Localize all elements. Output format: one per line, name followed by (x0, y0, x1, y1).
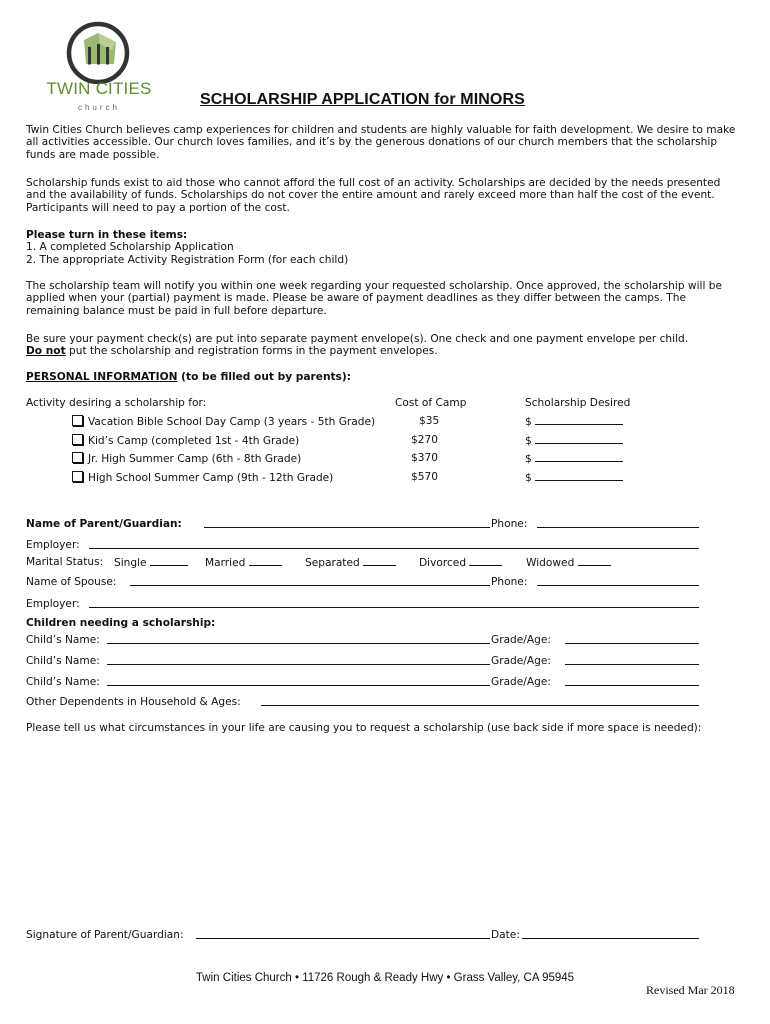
spouse-name-field[interactable] (130, 576, 490, 586)
camp-name: Kid’s Camp (completed 1st - 4th Grade) (88, 435, 300, 447)
option-label: Separated (305, 557, 360, 569)
child-name-label: Child’s Name: (26, 676, 100, 688)
envelope-note: Be sure your payment check(s) are put into separate payment envelope(s). One check and one payment envelope per child. (26, 333, 689, 345)
marital-married-option[interactable] (205, 556, 282, 569)
intro-paragraph-1: Twin Cities Church believes camp experiences for children and students are highly valuable for faith development. We desire to make all activities accessible. Our church loves families, and it’s by the generous donations of our church members that the scholarship funds are made possible. (26, 124, 736, 161)
camp-name: Vacation Bible School Day Camp (3 years - 5th Grade) (88, 416, 376, 428)
camp-name: High School Summer Camp (9th - 12th Grade) (88, 472, 334, 484)
scholarship-amount-field[interactable] (525, 471, 623, 484)
child-1-grade-field[interactable] (565, 634, 699, 644)
camp-option-kids[interactable] (72, 434, 299, 447)
dependents-field[interactable] (261, 696, 699, 706)
turn-in-item-2: 2. The appropriate Activity Registration Form (for each child) (26, 253, 349, 266)
option-label: Divorced (419, 557, 467, 569)
child-name-label: Child’s Name: (26, 634, 100, 646)
children-heading: Children needing a scholarship: (26, 617, 216, 629)
marital-single-option[interactable] (114, 556, 188, 569)
footer-address: Twin Cities Church • 11726 Rough & Ready Hwy • Grass Valley, CA 95945 (195, 972, 575, 984)
turn-in-heading: Please turn in these items: (26, 229, 188, 241)
scholarship-amount-field[interactable] (525, 452, 623, 465)
grade-age-label: Grade/Age: (491, 676, 551, 688)
marital-divorced-option[interactable] (419, 556, 502, 569)
dollar-sign: $ (525, 472, 532, 484)
camp-option-jr-high[interactable] (72, 452, 301, 465)
camp-cost: $270 (411, 434, 438, 446)
parent-employer-field[interactable] (89, 539, 699, 549)
spouse-name-label: Name of Spouse: (26, 576, 117, 588)
phone-label: Phone: (491, 576, 528, 588)
marital-separated-option[interactable] (305, 556, 396, 569)
camp-cost: $35 (419, 415, 440, 427)
child-2-name-field[interactable] (107, 655, 490, 665)
dollar-sign: $ (525, 453, 532, 465)
option-label: Single (114, 557, 147, 569)
intro-paragraph-2: Scholarship funds exist to aid those who cannot afford the full cost of an activity. Scholarships are decided by the needs presented and the availability of funds. Scholarships do not cover the entire amount and rarely exceed more than half the cost of the event. Participants will need to pay a portion of the cost. (26, 177, 721, 214)
grade-age-label: Grade/Age: (491, 634, 551, 646)
signature-label: Signature of Parent/Guardian: (26, 929, 184, 941)
option-label: Married (205, 557, 246, 569)
parent-phone-field[interactable] (537, 518, 699, 528)
circumstances-prompt: Please tell us what circumstances in your life are causing you to request a scholarship (use back side if more space is needed): (26, 722, 702, 734)
phone-label: Phone: (491, 518, 528, 530)
personal-info-heading (26, 371, 742, 383)
camp-name: Jr. High Summer Camp (6th - 8th Grade) (88, 453, 302, 465)
option-label: Widowed (526, 557, 575, 569)
logo-name: TWIN CITIES (46, 79, 152, 98)
checkbox[interactable] (72, 452, 83, 463)
forms-note: put the scholarship and registration forms in the payment envelopes. (65, 345, 438, 358)
grade-age-label: Grade/Age: (491, 655, 551, 667)
parent-name-field[interactable] (204, 518, 490, 528)
cost-header: Cost of Camp (395, 397, 467, 409)
dollar-sign: $ (525, 416, 532, 428)
do-not-emphasis: Do not (26, 345, 66, 358)
marital-status-label: Marital Status: (26, 556, 104, 568)
camp-option-vbs[interactable] (72, 415, 375, 428)
spouse-phone-field[interactable] (537, 576, 699, 586)
camp-cost: $370 (411, 452, 438, 464)
page-title: SCHOLARSHIP APPLICATION for MINORS (200, 91, 525, 108)
child-2-grade-field[interactable] (565, 655, 699, 665)
dependents-label: Other Dependents in Household & Ages: (26, 696, 241, 708)
scholarship-header: Scholarship Desired (525, 397, 631, 409)
revision-date: Revised Mar 2018 (646, 983, 735, 997)
scholarship-amount-field[interactable] (525, 434, 623, 447)
activity-label: Activity desiring a scholarship for: (26, 397, 207, 409)
child-3-name-field[interactable] (107, 676, 490, 686)
intro-paragraph-3: The scholarship team will notify you within one week regarding your requested scholarship. Once approved, the scholarship will be applied when your (partial) payment is made. Please be aware of payment deadlines as they differ between the camps. The remaining balance must be paid in full before departure. (26, 280, 723, 317)
date-label: Date: (491, 929, 520, 941)
camp-cost: $570 (411, 471, 438, 483)
checkbox[interactable] (72, 415, 83, 426)
child-3-grade-field[interactable] (565, 676, 699, 686)
child-name-label: Child’s Name: (26, 655, 100, 667)
checkbox[interactable] (72, 434, 83, 445)
dollar-sign: $ (525, 435, 532, 447)
scholarship-amount-field[interactable] (525, 415, 623, 428)
logo-subtitle: church (77, 103, 120, 112)
turn-in-item-1: 1. A completed Scholarship Application (26, 241, 234, 254)
spouse-employer-field[interactable] (89, 598, 699, 608)
personal-info-note: (to be filled out by parents): (177, 371, 351, 383)
signature-field[interactable] (196, 929, 490, 939)
checkbox[interactable] (72, 471, 83, 482)
church-logo (40, 20, 170, 112)
church-roof-logo-icon (64, 20, 136, 84)
camp-option-high-school[interactable] (72, 471, 333, 484)
intro-paragraph-4 (26, 333, 742, 358)
circumstances-response-area[interactable] (26, 742, 742, 917)
personal-info-title: PERSONAL INFORMATION (26, 371, 178, 383)
employer-label: Employer: (26, 539, 80, 551)
date-field[interactable] (522, 929, 699, 939)
marital-widowed-option[interactable] (526, 556, 611, 569)
child-1-name-field[interactable] (107, 634, 490, 644)
parent-name-label: Name of Parent/Guardian: (26, 518, 182, 530)
employer-label: Employer: (26, 598, 80, 610)
turn-in-section (26, 229, 742, 266)
